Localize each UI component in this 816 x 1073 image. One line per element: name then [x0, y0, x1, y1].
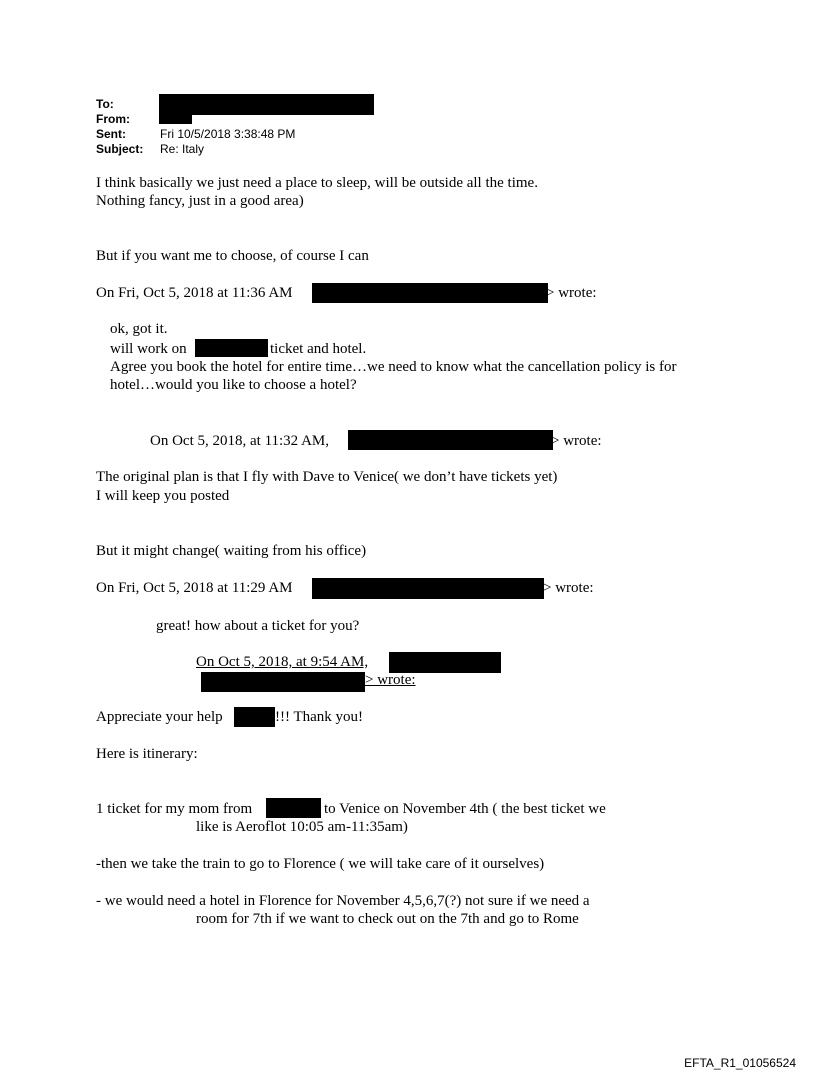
- body-line: I will keep you posted: [96, 488, 230, 504]
- redaction-sender: [389, 652, 501, 673]
- quote-attribution: On Fri, Oct 5, 2018 at 11:36 AM: [96, 285, 293, 301]
- quoted-line: ticket and hotel.: [270, 341, 367, 357]
- to-label: To:: [96, 97, 114, 111]
- body-line: But it might change( waiting from his office): [96, 543, 367, 559]
- quote-wrote: > wrote:: [543, 580, 594, 596]
- redaction-name: [234, 707, 275, 727]
- quote-wrote: > wrote:: [546, 285, 597, 301]
- subject-value: Re: Italy: [160, 142, 205, 156]
- quoted-line: ok, got it.: [110, 321, 168, 337]
- itinerary-item: room for 7th if we want to check out on the 7th and go to Rome: [196, 911, 579, 927]
- quote-wrote: > wrote:: [365, 672, 416, 688]
- body-line: Here is itinerary:: [96, 746, 198, 762]
- redaction-name: [195, 339, 268, 357]
- body-line: Appreciate your help: [96, 709, 223, 725]
- from-label: From:: [96, 112, 130, 126]
- redaction-from: [159, 113, 192, 124]
- body-line: But if you want me to choose, of course I can: [96, 248, 369, 264]
- redaction-city: [266, 798, 321, 818]
- body-line: The original plan is that I fly with Dave to Venice( we don’t have tickets yet): [96, 469, 558, 485]
- subject-label: Subject:: [96, 142, 144, 156]
- body-line: I think basically we just need a place to sleep, will be outside all the time.: [96, 175, 538, 191]
- quoted-line: Agree you book the hotel for entire time…we need to know what the cancellation policy is for: [110, 359, 677, 375]
- quote-wrote: > wrote:: [551, 433, 602, 449]
- redaction-to: [159, 94, 374, 115]
- redaction-sender: [348, 430, 553, 450]
- quote-attribution: On Oct 5, 2018, at 9:54 AM,: [196, 654, 369, 670]
- quote-attribution: On Oct 5, 2018, at 11:32 AM,: [150, 433, 330, 449]
- itinerary-item: to Venice on November 4th ( the best ticket we: [324, 801, 606, 817]
- itinerary-item: - we would need a hotel in Florence for November 4,5,6,7(?) not sure if we need a: [96, 893, 590, 909]
- quoted-line: will work on: [110, 341, 187, 357]
- quoted-line: hotel…would you like to choose a hotel?: [110, 377, 357, 393]
- body-line: Nothing fancy, just in a good area): [96, 193, 304, 209]
- itinerary-item: like is Aeroflot 10:05 am-11:35am): [196, 819, 408, 835]
- quoted-line: great! how about a ticket for you?: [156, 618, 360, 634]
- redaction-sender: [312, 283, 548, 303]
- itinerary-item: 1 ticket for my mom from: [96, 801, 253, 817]
- document-id: EFTA_R1_01056524: [684, 1056, 796, 1070]
- sent-value: Fri 10/5/2018 3:38:48 PM: [160, 127, 296, 141]
- body-line: !!! Thank you!: [275, 709, 364, 725]
- redaction-email: [201, 672, 365, 692]
- quote-attribution: On Fri, Oct 5, 2018 at 11:29 AM: [96, 580, 293, 596]
- redaction-sender: [312, 578, 544, 599]
- sent-label: Sent:: [96, 127, 126, 141]
- itinerary-item: -then we take the train to go to Florence ( we will take care of it ourselves): [96, 856, 545, 872]
